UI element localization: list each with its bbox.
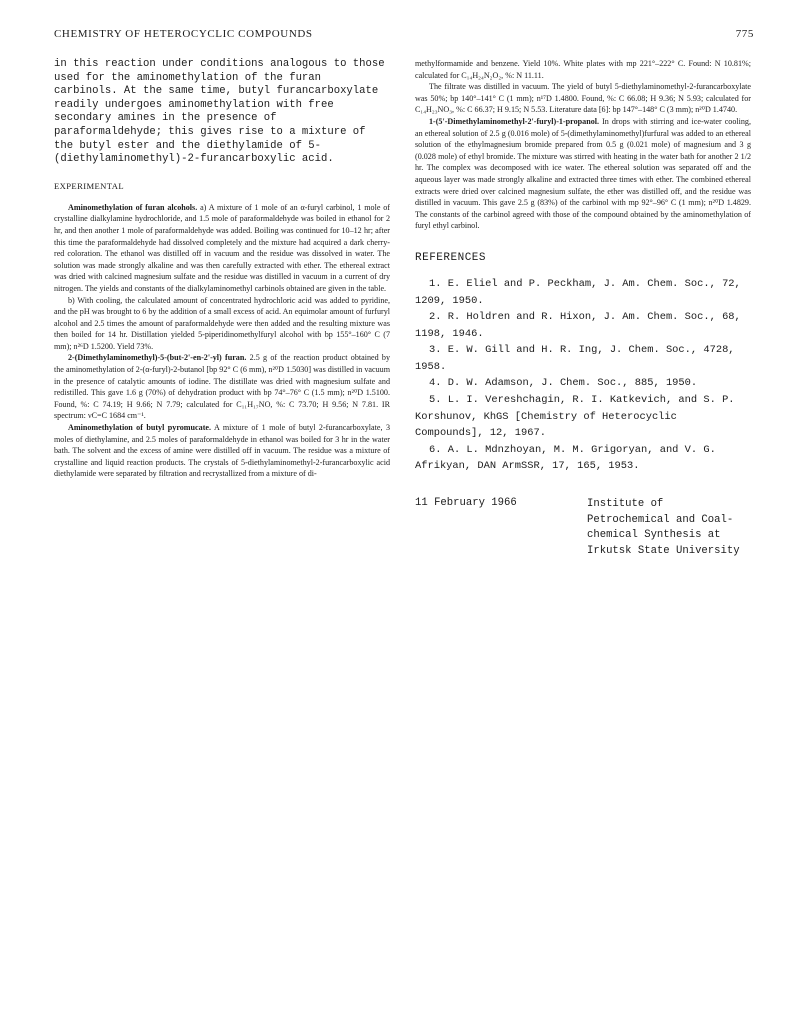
right-column xyxy=(415,58,751,567)
paragraph-title: Aminomethylation of furan alcohols. xyxy=(68,202,198,212)
paragraph-title: 1-(5'-Dimethylaminomethyl-2'-furyl)-1-propanol. xyxy=(429,116,600,126)
reference-item: 2. R. Holdren and R. Hixon, J. Am. Chem. Soc., 68, 1198, 1946. xyxy=(415,311,741,340)
intro-paragraph: in this reaction under conditions analogous to those used for the aminomethylation of the furan carbinols. At the same time, butyl furancarboxylate readily undergoes aminomethylation with free secondary amines in the presence of paraformaldehyde; this gives rise to a mixture of the butyl ester and the diethylamide of 5-(diethylaminomethyl)-2-furancarboxylic acid. xyxy=(54,58,385,166)
paragraph-body: A mixture of 1 mole of butyl 2-furancarboxylate, 3 moles of diethylamine, and 2.5 moles of paraformaldehyde in ethanol was boiled for 3 hr in the water bath. The solvent and the excess of amine were distilled off in vacuum. The residue was a mixture of crystalline and liquid reaction products. The crystals of 5-diethylaminomethyl-2-furancarboxylic acid diethylamide were separated by filtration and recrystallized from a mixture of di- xyxy=(54,423,390,479)
page-header xyxy=(54,28,754,42)
reference-item: 4. D. W. Adamson, J. Chem. Soc., 885, 1950. xyxy=(429,377,698,390)
journal-title: CHEMISTRY OF HETEROCYCLIC COMPOUNDS xyxy=(54,28,313,40)
institution-affiliation: Institute of Petrochemical and Coal-chemical Synthesis at Irkutsk State University xyxy=(587,498,740,557)
paragraph-pyridine-method: b) With cooling, the calculated amount of concentrated hydrochloric acid was added to pyridine, and the pH was brought to 6 by the addition of a small excess of acid. An equimolar amount of furfuryl alcohol and 2.5 times the amount of paraformaldehyde were then added and the resulting mixture was then boiled for 14 hr. Distillation yielded 5-piperidinomethylfuryl alcohol with bp 155°–160° C (7 mm); n²⁶D 1.5200. Yield 73%. xyxy=(54,295,390,351)
paragraph-furan-alcohols xyxy=(54,202,390,295)
page-number: 775 xyxy=(735,28,754,40)
reference-list xyxy=(415,276,751,475)
reference-item: 6. A. L. Mdnzhoyan, M. M. Grigoryan, and V. G. Afrikyan, DAN ArmSSR, 17, 165, 1953. xyxy=(415,443,716,473)
paragraph-continued: methylformamide and benzene. Yield 10%. White plates with mp 221°–222° C. Found: N 10.81%; calculated for C₁₄H₂₄N₂O₂, %: N 11.11. xyxy=(415,59,751,80)
paragraph-filtrate: The filtrate was distilled in vacuum. The yield of butyl 5-diethylaminomethyl-2-furancarboxylate was 50%; bp 140°–141° C (1 mm); n¹⁷D 1.4800. Found, %: C 66.08; H 9.36; N 5.93; calculated for C₁₄H₂₃NO₃, %: C 66.37; H 9.15; N 5.53. Literature data [6]: bp 147°–148° C (3 mm); n²⁰D 1.4740. xyxy=(415,82,751,115)
reference-item: 1. E. Eliel and P. Peckham, J. Am. Chem. Soc., 72, 1209, 1950. xyxy=(415,277,741,307)
paragraph-butyl-pyromucate xyxy=(54,422,390,480)
paragraph-propanol xyxy=(415,116,751,232)
section-heading-experimental: EXPERIMENTAL xyxy=(54,180,124,191)
paragraph-body: a) A mixture of 1 mole of an α-furyl carbinol, 1 mole of crystalline dialkylamine hydrochloride, and 1.5 mole of paraformaldehyde was boiled in ethanol for 2 hr, and then another 1 mole of paraformaldehyde was added. Boiling was continued for 10–12 hr; after this time the paraformaldehyde had dissolved completely and the mixture had acquired a dark cherry-red coloration. The ethanol was distilled off in vacuum and the residue was dissolved in water. The solution was made strongly alkaline and was then carefully extracted with ether. The ethereal extract was dried with calcined magnesium sulfate and the residue was distilled in vacuum in a current of dry nitrogen. The yields and constants of the dialkylaminomethyl carbinols obtained are given in the table. xyxy=(54,202,391,293)
reference-item: 5. L. I. Vereshchagin, R. I. Katkevich, and S. P. Korshunov, KhGS [Chemistry of Heterocyclic Compounds], 12, 1967. xyxy=(415,394,735,440)
paragraph-butenyl-furan xyxy=(54,352,390,422)
received-date: 11 February 1966 xyxy=(415,497,517,510)
submission-footer xyxy=(415,497,751,567)
paragraph-title: 2-(Dimethylaminomethyl)-5-(but-2'-en-2'-yl) furan. xyxy=(68,353,247,363)
references-heading: REFERENCES xyxy=(415,251,487,264)
left-column xyxy=(54,58,390,480)
paragraph-body: 2.5 g of the reaction product obtained by the aminomethylation of 2-(α-furyl)-2-butanol [bp 92° C (6 mm), n²⁰D 1.5030] was distilled in vacuum in the presence of catalytic amounts of iodine. The distillate was dried with magnesium sulfate and redistilled. This gave 1.6 g (70%) of dehydration product with bp 74°–76° C (1.5 mm); n²⁰D 1.5100. Found, %: C 74.19; H 9.66; N 7.79; calculated for C₁₁H₁₇NO, %: C 73.70; H 9.56; N 7.81. IR spectrum: νC=C 1684 cm⁻¹. xyxy=(54,353,390,421)
paragraph-body: In drops with stirring and ice-water cooling, an ethereal solution of 2.5 g (0.016 mole) of 5-(dimethylaminomethyl)furfural was added to an ethereal solution of the ethylmagnesium bromide prepared from 0.5 g (0.021 mole) of magnesium and 3 g (0.028 mole) of ethyl bromide. The mixture was stirred with heating in the water bath for another 2 1/2 hr. The complex was decomposed with ice water. The ethereal solution was separated off and the aqueous layer was made strongly alkaline and extracted three times with ether. The combined ethereal extracts were dried over calcined magnesium sulfate, the ether was distilled off, and the residue was distilled in vacuum. This gave 2.5 g (83%) of the carbinol with mp 92°–96° C (1 mm); n²⁰D 1.4829. The constants of the carbinol agreed with those of the compound obtained by the aminomethylation of furyl ethyl carbinol. xyxy=(415,116,751,231)
reference-item: 3. E. W. Gill and H. R. Ing, J. Chem. Soc., 4728, 1958. xyxy=(415,344,735,373)
paragraph-title: Aminomethylation of butyl pyromucate. xyxy=(68,423,212,433)
